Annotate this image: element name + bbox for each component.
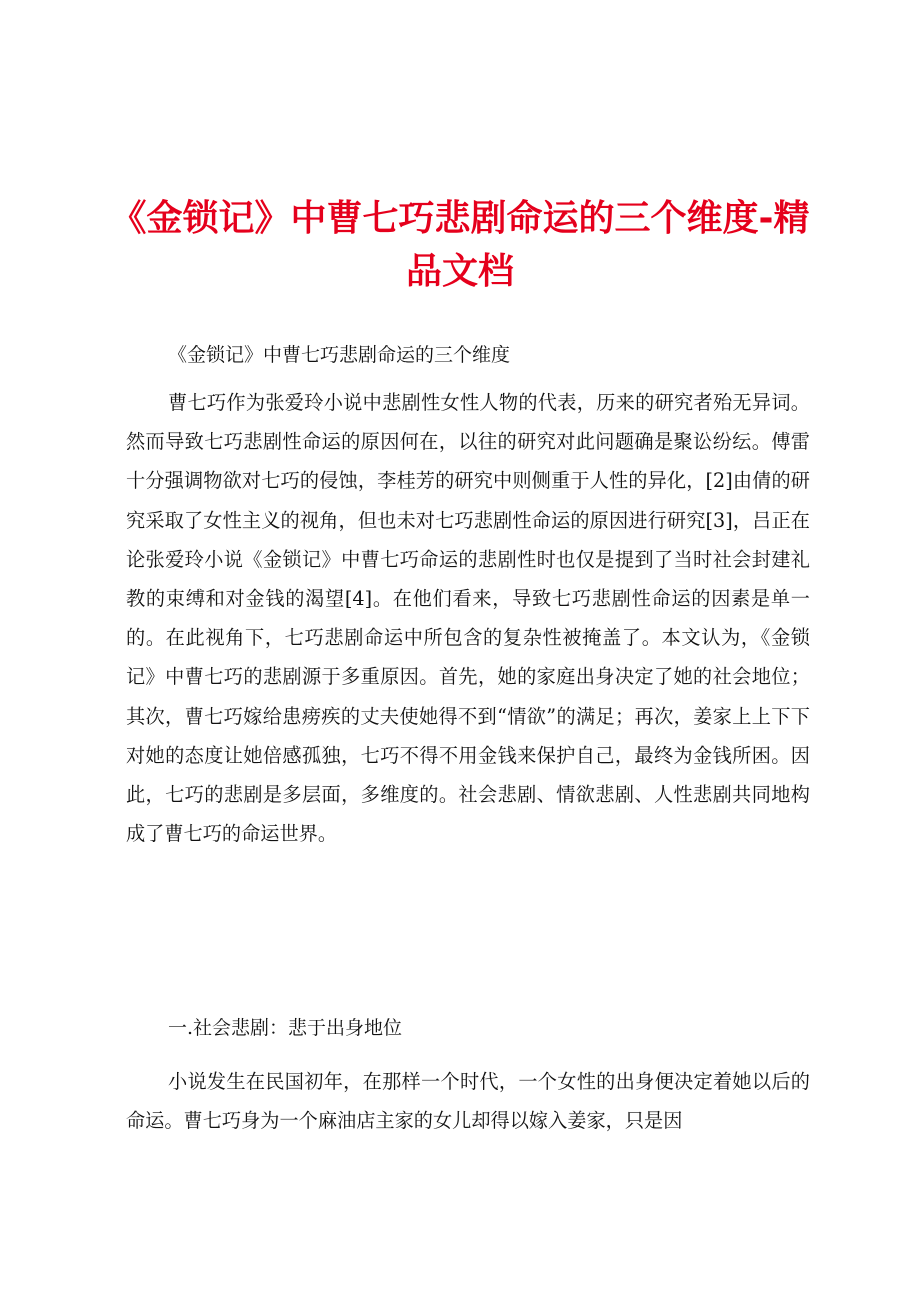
section-heading: 一.社会悲剧：悲于出身地位 bbox=[168, 1017, 403, 1039]
body-paragraph-intro: 曹七巧作为张爱玲小说中悲剧性女性人物的代表，历来的研究者殆无异词。然而导致七巧悲剧性命运的原因何在，以往的研究对此问题确是聚讼纷纭。傅雷十分强调物欲对七巧的侵蚀，李桂芳的研究中则侧重于人性的异化，[2]由倩的研究采取了女性主义的视角，但也未对七巧悲剧性命运的原因进行研究[3]，吕正在论张爱玲小说《金锁记》中曹七巧命运的悲剧性时也仅是提到了当时社会封建礼教的束缚和对金钱的渴望[4]。在他们看来，导致七巧悲剧性命运的因素是单一的。在此视角下，七巧悲剧命运中所包含的复杂性被掩盖了。本文认为，《金锁记》中曹七巧的悲剧源于多重原因。首先，她的家庭出身决定了她的社会地位；其次，曹七巧嫁给患痨疾的丈夫使她得不到“情欲”的满足；再次，姜家上上下下对她的态度让她倍感孤独，七巧不得不用金钱来保护自己，最终为金钱所困。因此，七巧的悲剧是多层面，多维度的。社会悲剧、情欲悲剧、人性悲剧共同地构成了曹七巧的命运世界。 bbox=[126, 391, 810, 846]
article-subtitle: 《金锁记》中曹七巧悲剧命运的三个维度 bbox=[168, 344, 511, 366]
body-paragraph-section-1: 小说发生在民国初年，在那样一个时代，一个女性的出身便决定着她以后的命运。曹七巧身为一个麻油店主家的女儿却得以嫁入姜家，只是因 bbox=[126, 1070, 810, 1133]
document-title: 《金锁记》中曹七巧悲剧命运的三个维度-精品文档 bbox=[110, 198, 810, 292]
